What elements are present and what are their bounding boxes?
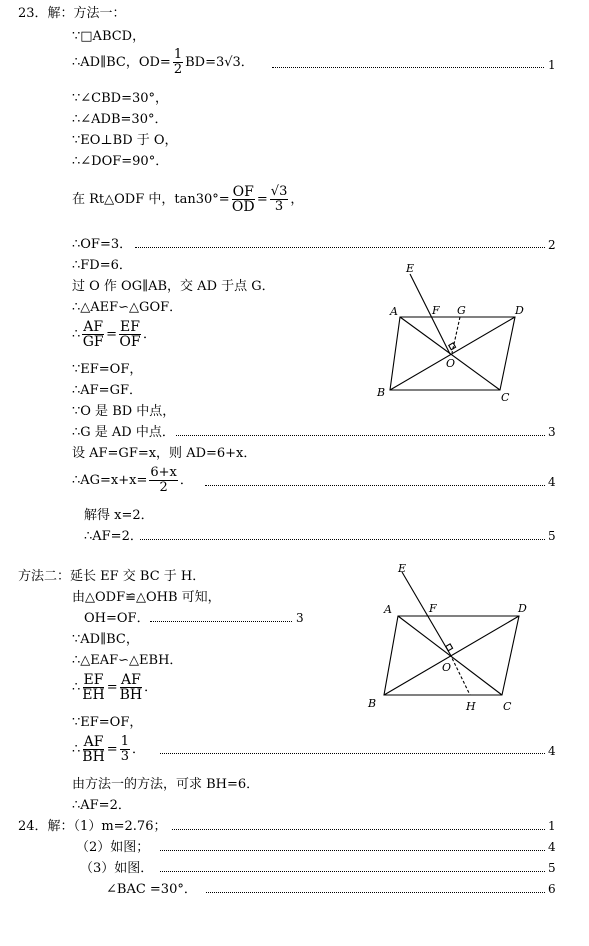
parallelogram-figure-2 [362, 558, 542, 716]
line: 设 AF=GF=x，则 AD=6+x． [72, 446, 257, 461]
score-dots [140, 539, 545, 540]
line: ∴AG=x+x= $\frac{6+x}{2}$ ． [72, 465, 193, 495]
score: 5 [548, 861, 556, 875]
line: ∴ $\frac{AF}{BH}$ = $\frac{1}{3}$ ． [72, 734, 145, 765]
score: 1 [548, 58, 556, 72]
score-dots [206, 892, 545, 893]
score: 3 [296, 611, 304, 625]
line: ∵□ABCD， [72, 29, 146, 44]
score: 4 [548, 475, 556, 489]
label-E: E [398, 562, 407, 575]
line: ∴FD=6． [72, 258, 132, 273]
line: ∵AD∥BC， [72, 632, 139, 647]
line: 过 O 作 OG∥AB，交 AD 于点 G． [72, 279, 275, 294]
line: 由△ODF≌△OHB 可知， [72, 590, 221, 605]
score: 2 [548, 238, 556, 252]
line: ∵EO⊥BD 于 O， [72, 133, 178, 148]
line: （2）如图； [76, 840, 150, 855]
parallelogram-figure-1 [370, 262, 540, 404]
label-O: O [442, 661, 452, 674]
line: OH=OF． [84, 611, 150, 626]
score-dots [135, 247, 545, 248]
score: 4 [548, 840, 556, 854]
label-C: C [503, 700, 512, 713]
line: 在 Rt△ODF 中，tan30°= $\frac{OF}{OD}$ = $\frac{√3}{3}$ ， [72, 184, 304, 215]
line: ∵∠CBD=30°， [72, 91, 169, 106]
label-A: A [384, 603, 392, 616]
label-D: D [515, 304, 524, 317]
line: （3）如图． [80, 861, 154, 876]
line: ∴△AEF∽△GOF． [72, 300, 183, 315]
score-dots [160, 753, 545, 754]
method2-title: 方法二：延长 EF 交 BC 于 H． [18, 569, 206, 584]
label-F: F [432, 304, 440, 317]
score-dots [160, 871, 545, 872]
score-dots [172, 829, 545, 830]
line: 解得 x=2． [84, 508, 154, 523]
q23-title: 23．解：方法一： [18, 6, 126, 21]
line: ∴AF=GF． [72, 383, 142, 398]
label-O: O [446, 357, 456, 370]
score-dots [205, 485, 545, 486]
score-dots [160, 850, 545, 851]
line: ∵EF=OF， [72, 715, 143, 730]
line: ∴∠ADB=30°． [72, 112, 168, 127]
line: ∴ $\frac{EF}{EH}$ = $\frac{AF}{BH}$ ． [72, 672, 158, 703]
label-H: H [466, 700, 476, 713]
score-dots [150, 621, 292, 622]
score-dots [176, 435, 545, 436]
label-G: G [457, 304, 466, 317]
label-B: B [368, 697, 377, 710]
score: 5 [548, 529, 556, 543]
line: 由方法一的方法，可求 BH=6． [72, 777, 260, 792]
label-D: D [518, 602, 527, 615]
label-C: C [501, 391, 510, 404]
line: ∴G 是 AD 中点． [72, 425, 175, 440]
line: ∵EF=OF， [72, 362, 143, 377]
line: ∵O 是 BD 中点， [72, 404, 176, 419]
line: ∴AF=2． [84, 529, 143, 544]
label-B: B [377, 386, 386, 399]
line: ∴∠DOF=90°． [72, 154, 169, 169]
score: 6 [548, 882, 556, 896]
score: 4 [548, 744, 556, 758]
label-A: A [390, 305, 398, 318]
label-E: E [406, 262, 415, 275]
line: ∴AD∥BC，OD= $\frac{1}{2}$ BD=3√3． [72, 47, 254, 77]
label-F: F [429, 602, 437, 615]
line: ∴AF=2． [72, 798, 131, 813]
score: 1 [548, 819, 556, 833]
q24-title: 24．解：（1）m=2.76； [18, 819, 167, 834]
line: ∴△EAF∽△EBH． [72, 653, 183, 668]
line: ∴ $\frac{AF}{GF}$ = $\frac{EF}{OF}$ ． [72, 319, 156, 350]
score-dots [272, 67, 544, 68]
line: ∴OF=3． [72, 237, 133, 252]
line: ∠BAC =30°． [106, 882, 197, 897]
score: 3 [548, 425, 556, 439]
